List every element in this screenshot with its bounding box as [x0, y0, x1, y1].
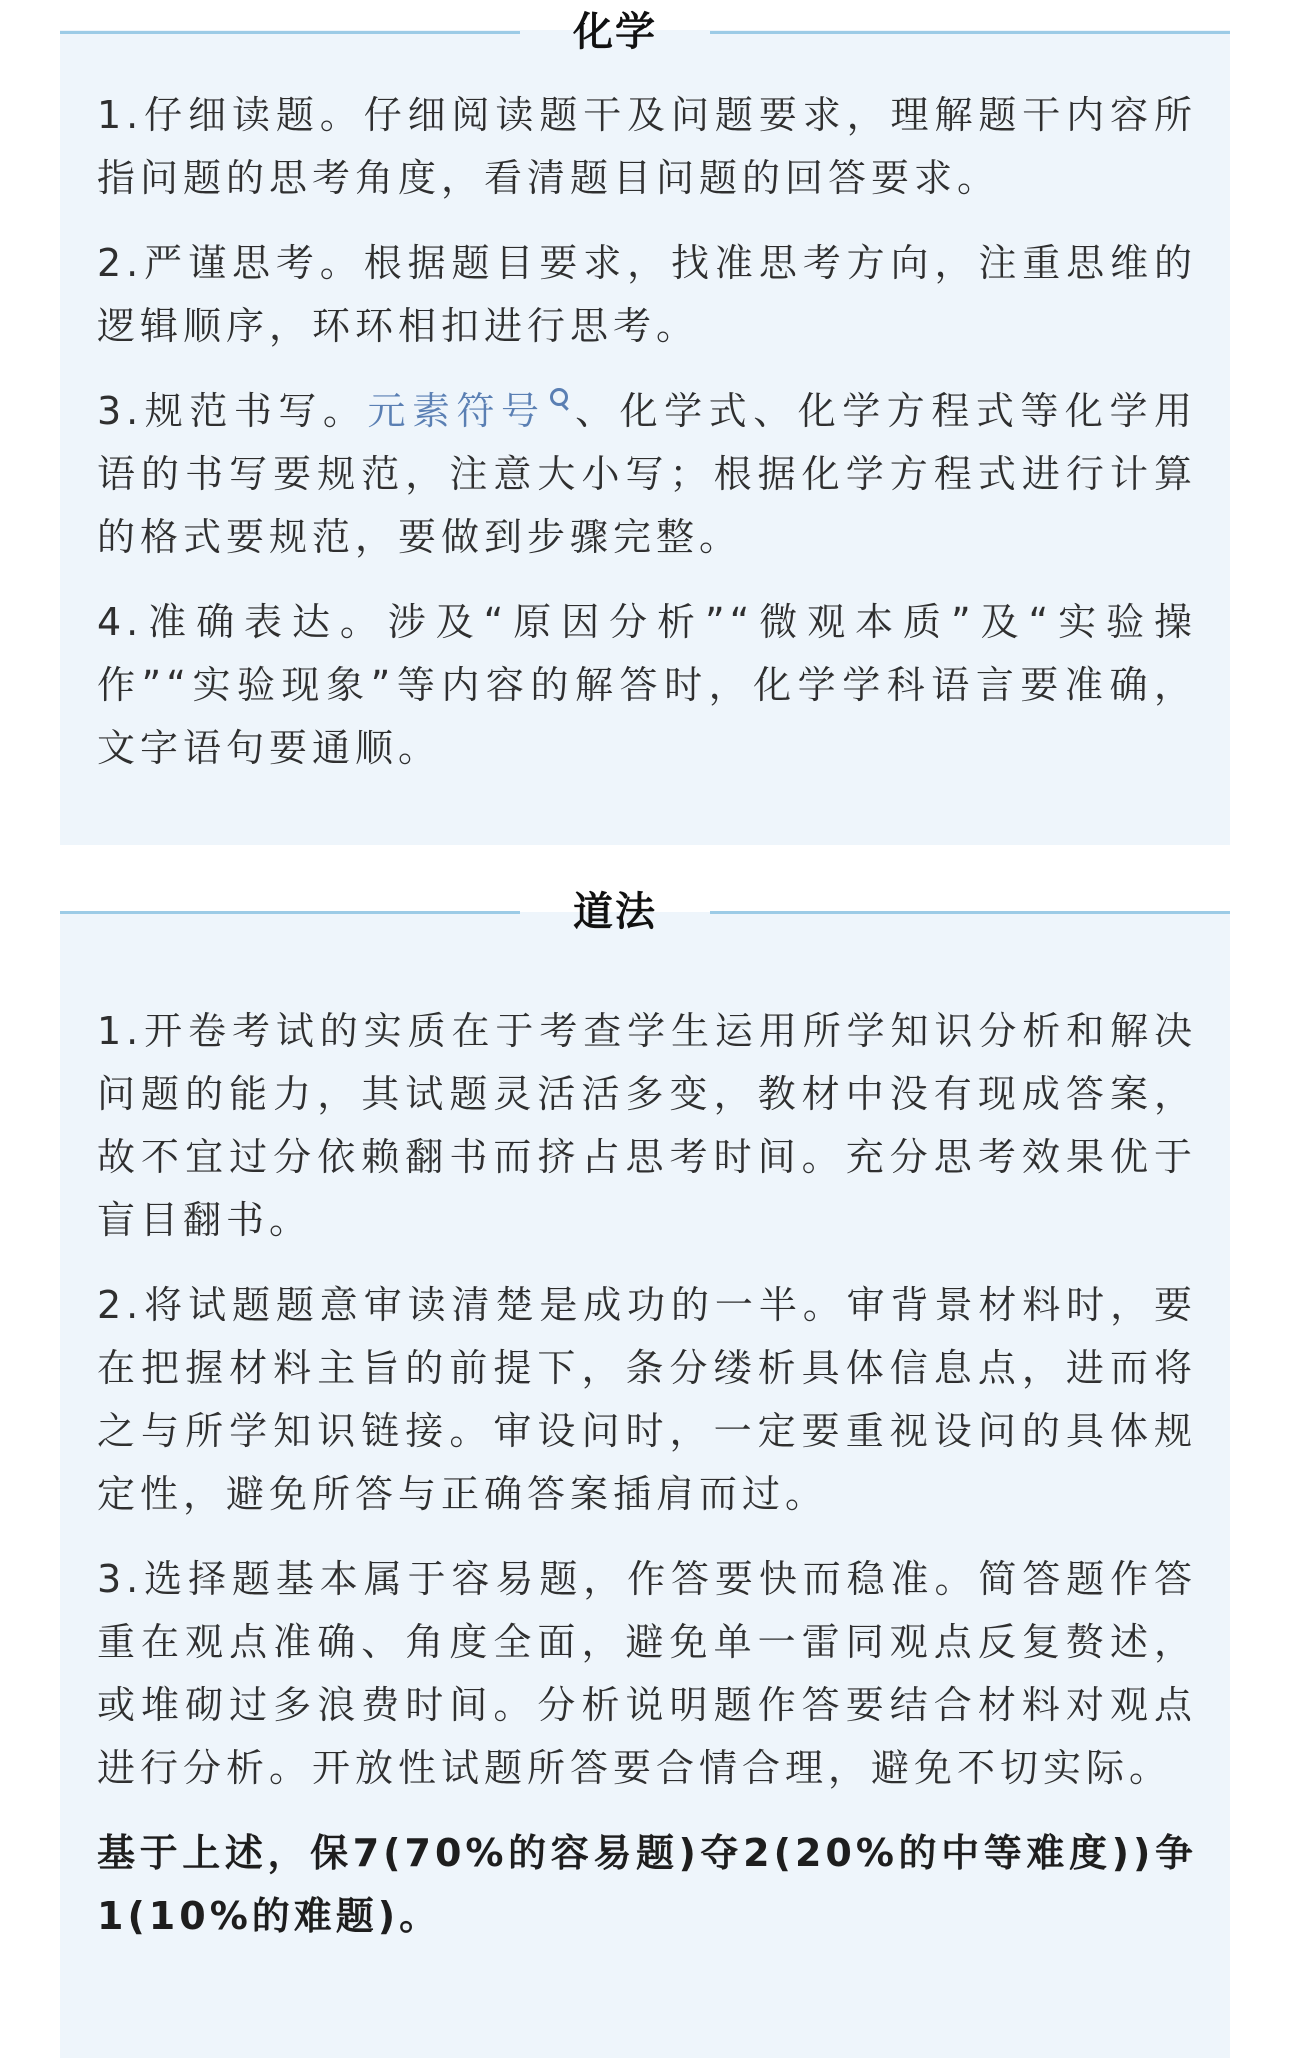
element-symbol-link[interactable]: 元素符号 — [367, 389, 546, 433]
chemistry-section — [60, 30, 1230, 845]
morality-law-section — [60, 912, 1230, 2058]
heading-divider-left — [60, 31, 520, 34]
morality-law-item-3: 3.选择题基本属于容易题，作答要快而稳准。简答题作答重在观点准确、角度全面，避免单一雷同观点反复赘述，或堆砌过多浪费时间。分析说明题作答要结合材料对观点进行分析。开放性试题所答要合情合理，避免不切实际。 — [97, 1557, 1197, 1790]
chemistry-title: 化学 — [573, 9, 657, 55]
morality-law-item-1: 1.开卷考试的实质在于考查学生运用所学知识分析和解决问题的能力，其试题灵活活多变，教材中没有现成答案，故不宜过分依赖翻书而挤占思考时间。充分思考效果优于盲目翻书。 — [97, 1009, 1197, 1242]
heading-divider-right — [710, 911, 1230, 914]
chemistry-item-3 — [97, 380, 1197, 569]
morality-law-content — [97, 1000, 1197, 1970]
morality-law-item-2: 2.将试题题意审读清楚是成功的一半。审背景材料时，要在把握材料主旨的前提下，条分缕析具体信息点，进而将之与所学知识链接。审设问时，一定要重视设问的具体规定性，避免所答与正确答案插肩而过。 — [97, 1283, 1197, 1516]
search-icon[interactable] — [546, 380, 572, 420]
heading-divider-left — [60, 911, 520, 914]
chemistry-item-1: 1.仔细读题。仔细阅读题干及问题要求，理解题干内容所指问题的思考角度，看清题目问题的回答要求。 — [97, 93, 1197, 200]
chemistry-item-2: 2.严谨思考。根据题目要求，找准思考方向，注重思维的逻辑顺序，环环相扣进行思考。 — [97, 241, 1197, 348]
chemistry-item-4: 4.准确表达。涉及“原因分析”“微观本质”及“实验操作”“实验现象”等内容的解答时，化学学科语言要准确，文字语句要通顺。 — [97, 600, 1197, 770]
chemistry-heading — [60, 0, 1230, 64]
chemistry-item-3-rest: 、化学式、化学方程式等化学用语的书写要规范，注意大小写；根据化学方程式进行计算的格式要规范，要做到步骤完整。 — [97, 389, 1197, 559]
heading-divider-right — [710, 31, 1230, 34]
morality-law-title: 道法 — [573, 889, 657, 935]
chemistry-content — [97, 84, 1197, 802]
chemistry-item-3-lead: 3.规范书写。 — [97, 389, 368, 433]
morality-law-heading — [60, 880, 1230, 944]
morality-law-summary: 基于上述，保7(70%的容易题)夺2(20%的中等难度))争1(10%的难题)。 — [97, 1831, 1197, 1938]
